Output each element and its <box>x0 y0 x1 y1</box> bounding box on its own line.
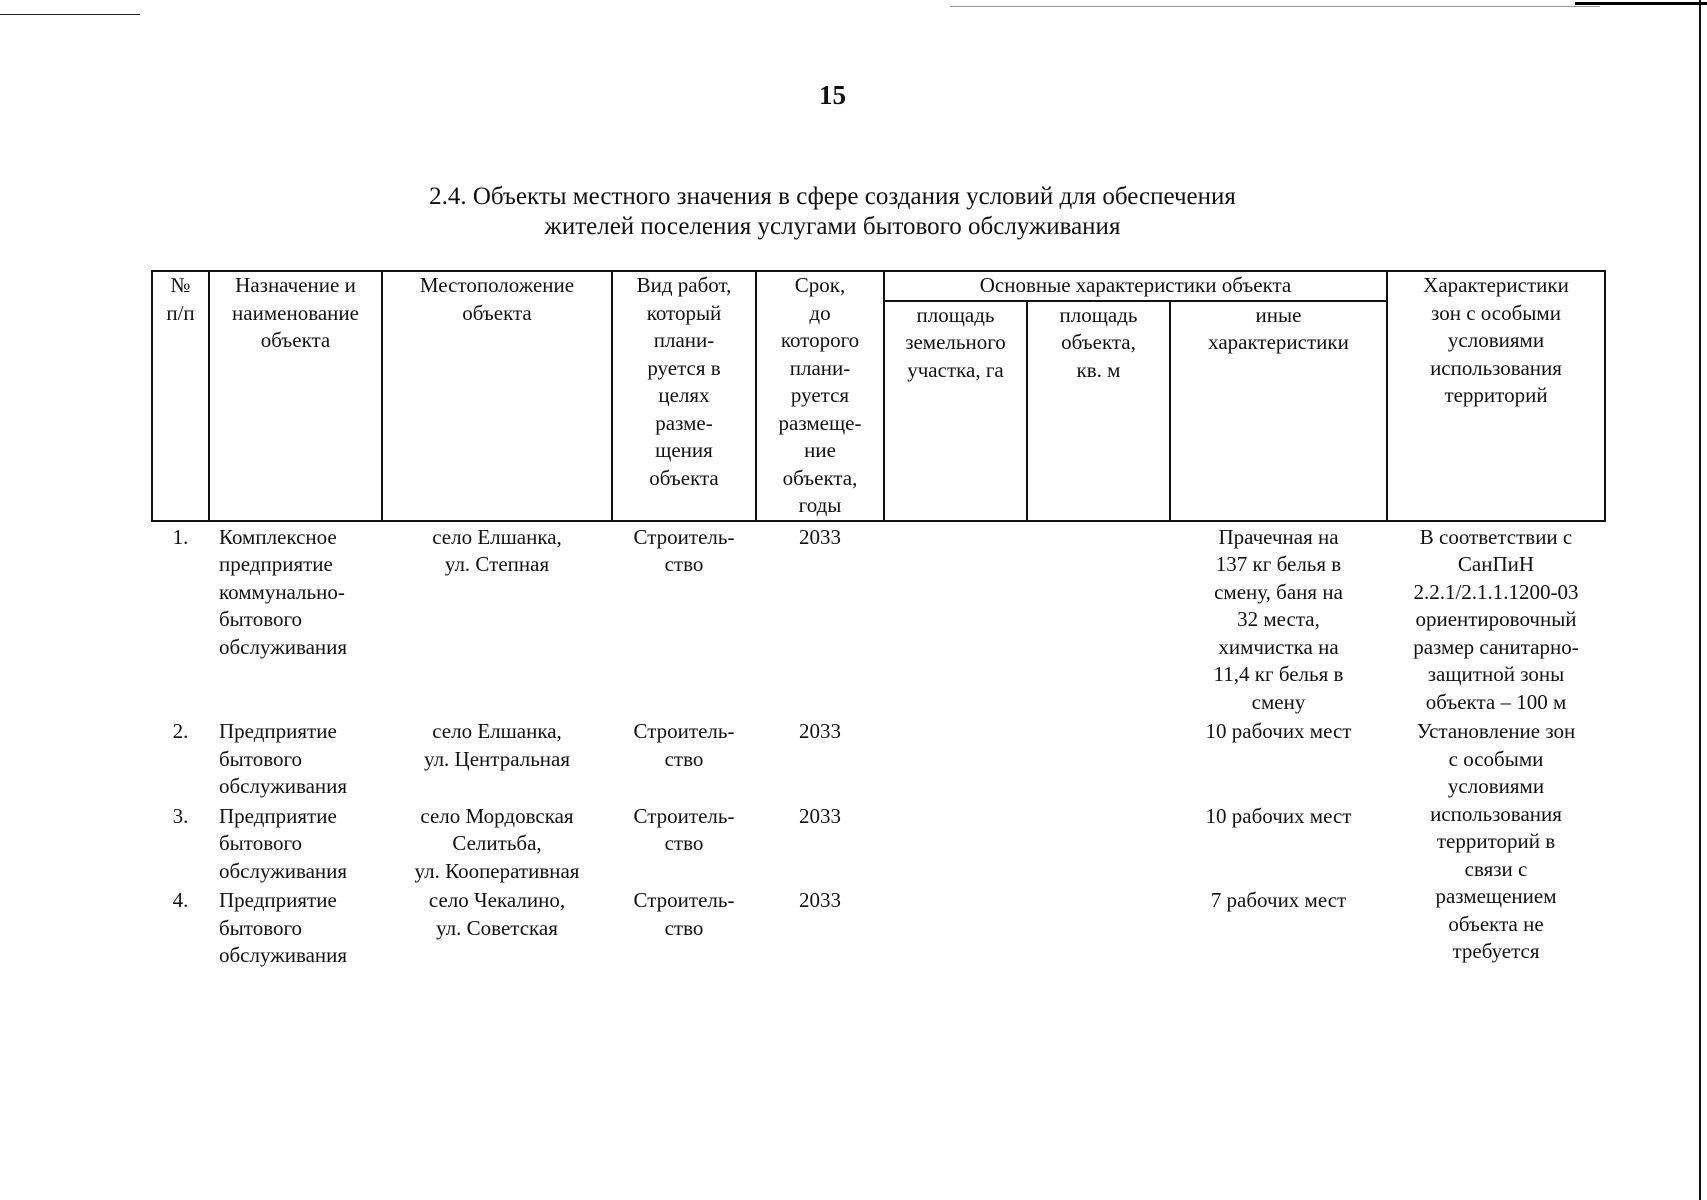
header-zones: Характеристики зон с особыми условиями использования территорий <box>1387 271 1605 521</box>
scan-line-top-left <box>0 14 140 15</box>
scan-line-top-right <box>950 6 1600 7</box>
header-other-characteristics: иные характеристики <box>1170 301 1387 521</box>
table-header <box>152 271 1605 521</box>
header-location: Местоположение объекта <box>382 271 612 521</box>
cell-work-type: Строитель- ство <box>633 719 735 771</box>
scan-line-right-edge <box>1699 0 1701 1200</box>
table-body <box>152 521 1605 970</box>
cell-land-area <box>884 716 1027 801</box>
header-work-type: Вид работ, который плани- руется в целях разме- щения объекта <box>612 271 756 521</box>
cell-land-area <box>884 521 1027 717</box>
cell-location: село Мордовская Селитьба, ул. Кооперативная <box>414 803 580 883</box>
page-number: 15 <box>819 80 846 110</box>
section-title-line-1: 2.4. Объекты местного значения в сфере создания условий для обеспечения <box>429 183 1236 210</box>
cell-other-characteristics: Прачечная на 137 кг белья в смену, баня на 32 места, химчистка на 11,4 кг белья в смену <box>1213 524 1344 714</box>
table-row <box>152 716 1605 801</box>
cell-name: Предприятие бытового обслуживания <box>219 888 348 967</box>
section-title <box>0 182 1665 242</box>
cell-num: 2. <box>172 719 189 743</box>
header-name: Назначение и наименование объекта <box>209 271 382 521</box>
cell-object-area <box>1027 801 1170 886</box>
cell-zones: В соответствии с СанПиН 2.2.1/2.1.1.1200-03 ориентировочный размер санитарно- защитной зоны объекта – 100 м <box>1413 524 1579 714</box>
cell-zones-merged: Установление зон с особыми условиями использования территорий в связи с размещением объекта не требуется <box>1416 719 1576 963</box>
cell-term: 2033 <box>799 719 841 743</box>
cell-term: 2033 <box>799 803 841 828</box>
cell-object-area <box>1027 716 1170 801</box>
cell-num: 1. <box>172 524 189 549</box>
cell-land-area <box>884 801 1027 886</box>
header-term: Срок, до которого плани- руется размеще- ние объекта, годы <box>756 271 884 521</box>
cell-name: Комплексное предприятие коммунально- бытового обслуживания <box>219 524 348 659</box>
cell-location: село Елшанка, ул. Центральная <box>424 719 570 771</box>
header-object-area: площадь объекта, кв. м <box>1027 301 1170 521</box>
cell-location: село Елшанка, ул. Степная <box>432 524 562 576</box>
cell-term: 2033 <box>799 524 841 549</box>
cell-object-area <box>1027 521 1170 717</box>
scan-line-top-right-dark <box>1575 2 1707 5</box>
cell-num: 4. <box>172 888 189 912</box>
cell-name: Предприятие бытового обслуживания <box>219 803 348 883</box>
cell-work-type: Строитель- ство <box>633 803 735 855</box>
cell-location: село Чекалино, ул. Советская <box>428 888 566 940</box>
header-num: № п/п <box>152 271 209 521</box>
header-land-area: площадь земельного участка, га <box>884 301 1027 521</box>
cell-num: 3. <box>172 803 189 828</box>
cell-term: 2033 <box>799 888 841 912</box>
cell-work-type: Строитель- ство <box>633 524 735 576</box>
cell-work-type: Строитель- ство <box>633 888 735 940</box>
table-row <box>152 521 1605 717</box>
cell-object-area <box>1027 885 1170 970</box>
cell-other-characteristics: 7 рабочих мест <box>1210 888 1347 912</box>
section-title-line-2: жителей поселения услугами бытового обслуживания <box>544 213 1121 240</box>
cell-other-characteristics: 10 рабочих мест <box>1205 803 1352 828</box>
cell-other-characteristics: 10 рабочих мест <box>1205 719 1352 743</box>
cell-name: Предприятие бытового обслуживания <box>219 719 348 798</box>
header-main-characteristics: Основные характеристики объекта <box>884 271 1387 301</box>
cell-land-area <box>884 885 1027 970</box>
objects-table <box>151 270 1606 970</box>
